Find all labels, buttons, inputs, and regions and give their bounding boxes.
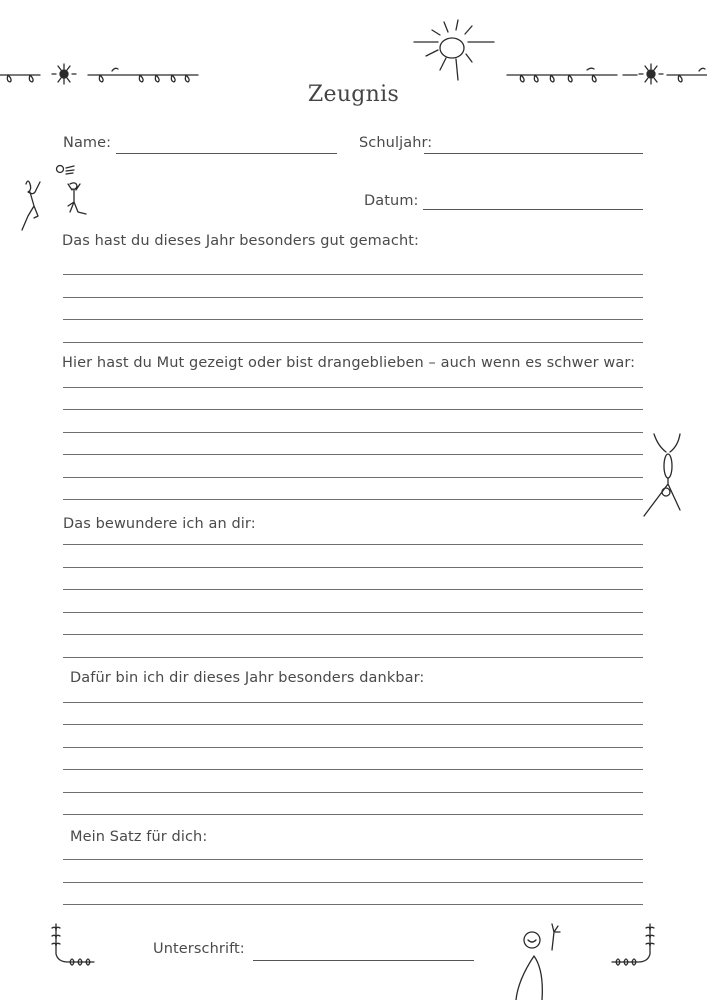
schuljahr-label: Schuljahr:: [359, 135, 433, 151]
writing-line[interactable]: [63, 612, 643, 613]
writing-line[interactable]: [63, 859, 643, 860]
writing-line[interactable]: [63, 274, 643, 275]
writing-line[interactable]: [63, 747, 643, 748]
writing-line[interactable]: [63, 634, 643, 635]
writing-line[interactable]: [63, 342, 643, 343]
section-2-prompt: Hier hast du Mut gezeigt oder bist drangeblieben – auch wenn es schwer war:: [62, 355, 636, 371]
writing-line[interactable]: [63, 297, 643, 298]
name-label: Name:: [63, 135, 112, 151]
writing-line[interactable]: [63, 319, 643, 320]
stick-figure-icon: [20, 160, 100, 232]
writing-line[interactable]: [63, 387, 643, 388]
page-title: Zeugnis: [307, 82, 400, 107]
section-1-prompt: Das hast du dieses Jahr besonders gut gemacht:: [62, 233, 420, 249]
schuljahr-field[interactable]: [424, 153, 643, 154]
name-field[interactable]: [116, 153, 337, 154]
writing-line[interactable]: [63, 702, 643, 703]
writing-line[interactable]: [63, 882, 643, 883]
leaf-sprig-icon: [610, 920, 660, 970]
writing-line[interactable]: [63, 544, 643, 545]
writing-line[interactable]: [63, 657, 643, 658]
section-3-prompt: Das bewundere ich an dir:: [63, 516, 256, 532]
datum-field[interactable]: [423, 209, 643, 210]
stick-figure-icon: [640, 430, 690, 520]
writing-line[interactable]: [63, 904, 643, 905]
section-4-prompt: Dafür bin ich dir dieses Jahr besonders dankbar:: [70, 670, 425, 686]
writing-line[interactable]: [63, 724, 643, 725]
writing-line[interactable]: [63, 432, 643, 433]
writing-line[interactable]: [63, 409, 643, 410]
writing-line[interactable]: [63, 477, 643, 478]
stick-figure-icon: [512, 920, 572, 1000]
writing-line[interactable]: [63, 769, 643, 770]
unterschrift-label: Unterschrift:: [153, 941, 245, 957]
section-5-prompt: Mein Satz für dich:: [70, 829, 208, 845]
sun-icon: [410, 18, 500, 88]
writing-line[interactable]: [63, 454, 643, 455]
writing-line[interactable]: [63, 814, 643, 815]
writing-line[interactable]: [63, 792, 643, 793]
writing-line[interactable]: [63, 499, 643, 500]
leaf-sprig-icon: [46, 920, 96, 970]
datum-label: Datum:: [364, 193, 419, 209]
writing-line[interactable]: [63, 589, 643, 590]
writing-line[interactable]: [63, 567, 643, 568]
signature-field[interactable]: [253, 960, 474, 961]
